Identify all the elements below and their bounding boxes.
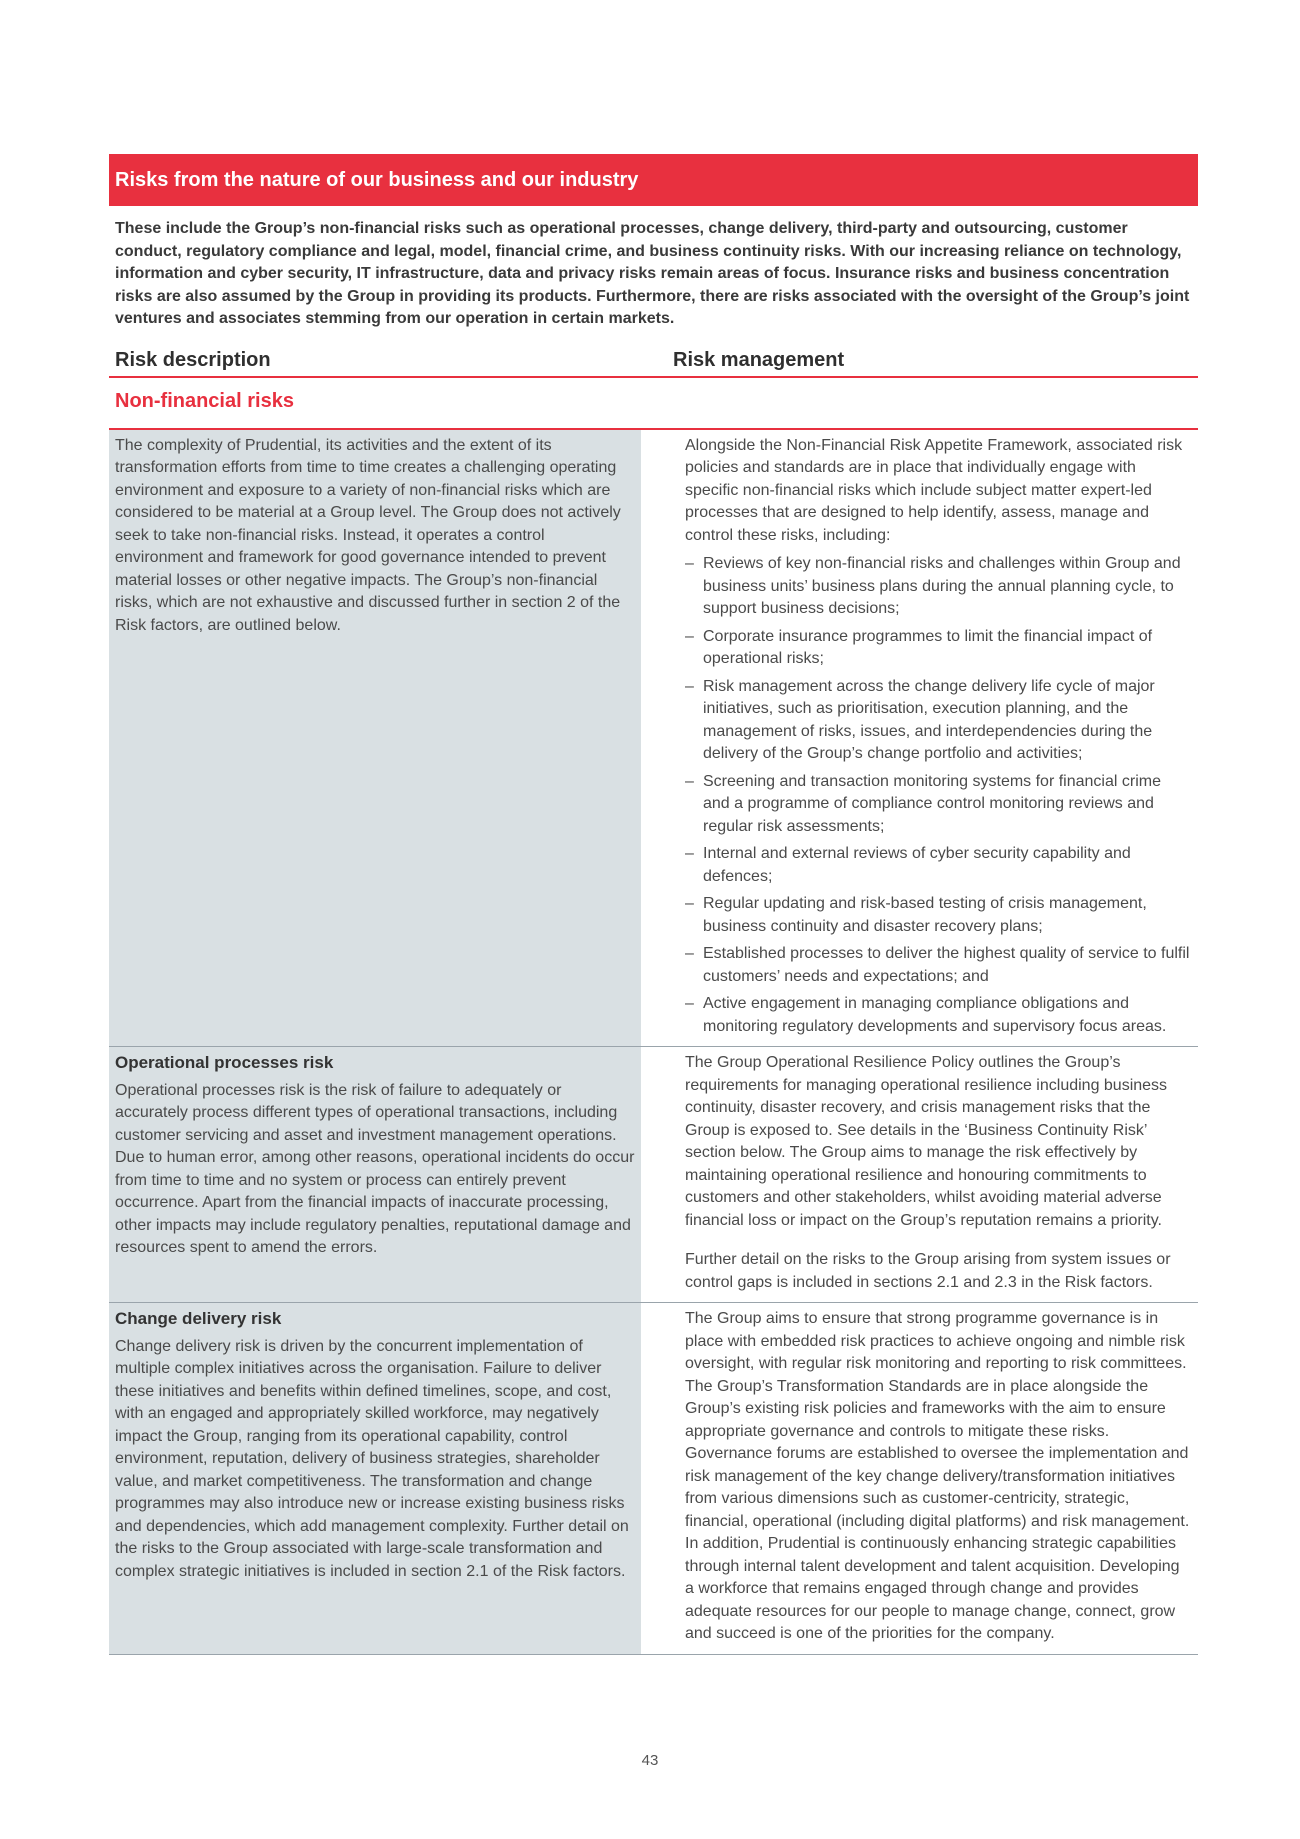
risk-description-cell <box>109 1303 641 1654</box>
risk-management-list <box>685 553 1192 1038</box>
subsection-title: Non-financial risks <box>115 389 294 412</box>
risk-management-text: The Group aims to ensure that strong programme governance is in place with embedded risk practices to achieve ongoing and nimble risk oversight, with regular risk monitoring and reporting to risk committees. The Group’s Transformation Standards are in place alongside the Group’s existing risk policies and frameworks with the aim to ensure appropriate governance and controls to mitigate these risks. Governance forums are established to oversee the implementation and risk management of the key change delivery/transformation initiatives from various dimensions such as customer-centricity, strategic, financial, operational (including digital platforms) and risk management. In addition, Prudential is continuously enhancing strategic capabilities through internal talent development and talent acquisition. Developing a workforce that remains engaged through change and provides adequate resources for our people to manage change, connect, grow and succeed is one of the priorities for the company. <box>685 1310 1190 1642</box>
risk-description-text: Operational processes risk is the risk of failure to adequately or accurately process different types of operational transactions, including customer servicing and asset and investment management operations. Due to human error, among other reasons, operational incidents do occur from time to time and no system or process can entirely prevent occurrence. Apart from the financial impacts of inaccurate processing, other impacts may include regulatory penalties, reputational damage and resources spent to amend the errors. <box>115 1081 635 1256</box>
page-number: 43 <box>641 1752 659 1769</box>
list-item: – Reviews of key non-financial risks and challenges within Group and business units’ business plans during the annual planning cycle, to support business decisions; <box>685 553 1192 621</box>
list-item: – Internal and external reviews of cyber security capability and defences; <box>685 843 1192 888</box>
list-item: – Corporate insurance programmes to limit the financial impact of operational risks; <box>685 626 1192 671</box>
column-header-risk-description: Risk description <box>115 348 271 371</box>
list-item: – Regular updating and risk-based testing of crisis management, business continuity and disaster recovery plans; <box>685 893 1192 938</box>
list-item: – Established processes to deliver the highest quality of service to fulfil customers’ needs and expectations; and <box>685 943 1192 988</box>
risk-management-text: Further detail on the risks to the Group arising from system issues or control gaps is included in sections 2.1 and 2.3 in the Risk factors. <box>685 1251 1171 1291</box>
table-row <box>109 1047 1198 1303</box>
column-headers <box>109 349 1198 378</box>
risk-management-cell <box>685 430 1198 1047</box>
risk-description-text: Change delivery risk is driven by the concurrent implementation of multiple complex initiatives across the organisation. Failure to deliver these initiatives and benefits within defined timelines, scope, and cost, with an engaged and appropriately skilled workforce, may negatively impact the Group, ranging from its operational capability, control environment, reputation, delivery of business strategies, shareholder value, and market competitiveness. The transformation and change programmes may also introduce new or increase existing business risks and dependencies, which add management complexity. Further detail on the risks to the Group associated with large-scale transformation and complex strategic initiatives is included in section 2.1 of the Risk factors. <box>115 1337 629 1580</box>
list-item: – Risk management across the change delivery life cycle of major initiatives, such as prioritisation, execution planning, and the management of risks, issues, and interdependencies during the delivery of the Group’s change portfolio and activities; <box>685 676 1192 766</box>
table-row <box>109 1303 1198 1655</box>
section-banner <box>109 154 1198 206</box>
list-item: – Screening and transaction monitoring systems for financial crime and a programme of compliance control monitoring reviews and regular risk assessments; <box>685 771 1192 839</box>
risk-title: Change delivery risk <box>115 1309 282 1328</box>
risk-management-cell <box>685 1047 1198 1302</box>
risk-management-cell <box>685 1303 1198 1654</box>
column-header-risk-management: Risk management <box>673 348 845 371</box>
intro-paragraph: These include the Group’s non-financial risks such as operational processes, change delivery, third-party and outsourcing, customer conduct, regulatory compliance and legal, model, financial crime, and business continuity risks. With our increasing reliance on technology, information and cyber security, IT infrastructure, data and privacy risks remain areas of focus. Insurance risks and business concentration risks are also assumed by the Group in providing its products. Furthermore, there are risks associated with the oversight of the Group’s joint ventures and associates stemming from our operation in certain markets. <box>115 220 1190 327</box>
risk-management-text: The Group Operational Resilience Policy outlines the Group’s requirements for managing operational resilience including business continuity, disaster recovery, and crisis management risks that the Group is exposed to. See details in the ‘Business Continuity Risk’ section below. The Group aims to manage the risk effectively by maintaining operational resilience and honouring commitments to customers and other stakeholders, whilst avoiding material adverse financial loss or impact on the Group’s reputation remains a priority. <box>685 1054 1168 1229</box>
list-item: – Active engagement in managing compliance obligations and monitoring regulatory developments and supervisory focus areas. <box>685 993 1192 1038</box>
risk-management-intro: Alongside the Non-Financial Risk Appetite Framework, associated risk policies and standards are in place that individually engage with specific non-financial risks which include subject matter expert-led processes that are designed to help identify, assess, manage and control these risks, including: <box>685 436 1183 544</box>
table-row <box>109 430 1198 1048</box>
page-content <box>109 154 1198 1655</box>
banner-title: Risks from the nature of our business and our industry <box>115 168 639 191</box>
risk-description-cell <box>109 430 641 1047</box>
risk-title: Operational processes risk <box>115 1053 334 1072</box>
risk-description-text: The complexity of Prudential, its activities and the extent of its transformation efforts from time to time creates a challenging operating environment and exposure to a variety of non-financial risks which are considered to be material at a Group level. The Group does not actively seek to take non-financial risks. Instead, it operates a control environment and framework for good governance intended to prevent material losses or other negative impacts. The Group’s non-financial risks, which are not exhaustive and discussed further in section 2 of the Risk factors, are outlined below. <box>115 436 621 634</box>
risk-table <box>109 428 1198 1655</box>
risk-description-cell <box>109 1047 641 1302</box>
